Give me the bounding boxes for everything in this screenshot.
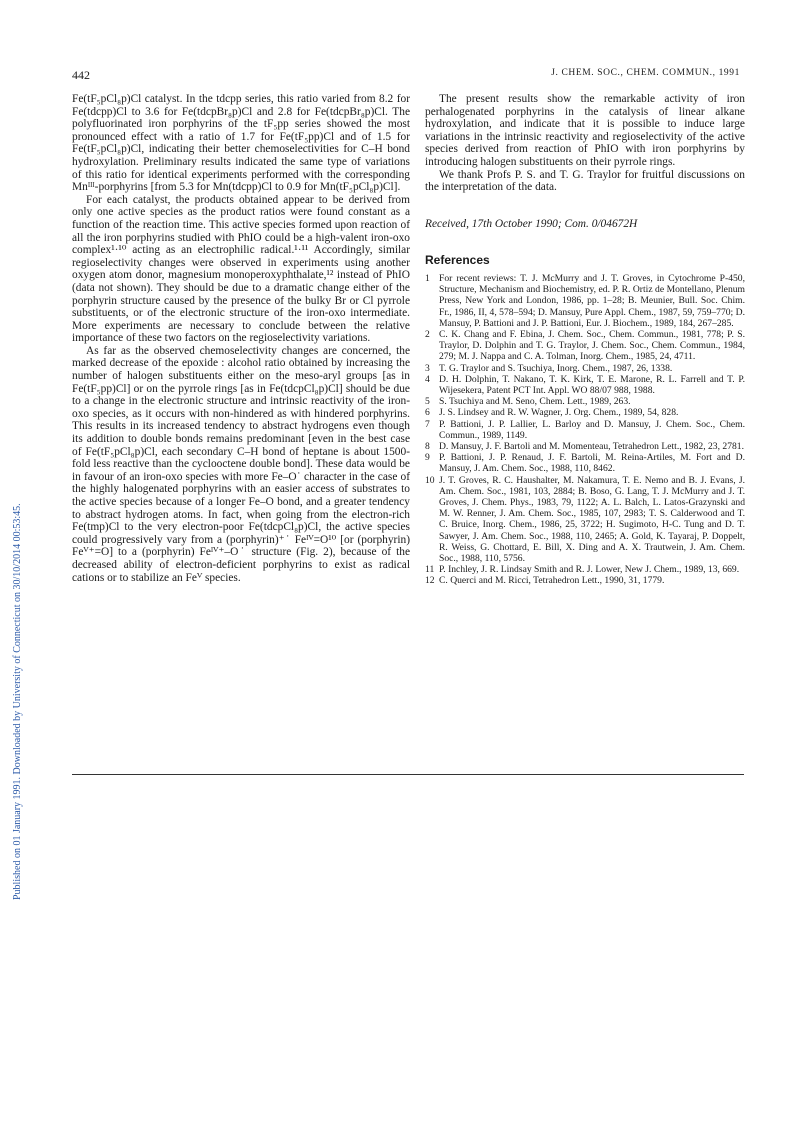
left-column <box>72 93 410 584</box>
reference-number: 11 <box>425 564 435 576</box>
reference-item <box>425 374 745 396</box>
reference-text: P. Inchley, J. R. Lindsay Smith and R. J. Lower, New J. Chem., 1989, 13, 669. <box>439 564 740 576</box>
reference-number: 8 <box>425 440 430 452</box>
right-column <box>425 93 745 587</box>
reference-number: 10 <box>425 474 435 486</box>
reference-item <box>425 273 745 329</box>
reference-list <box>425 273 745 587</box>
reference-item <box>425 475 745 565</box>
reference-item <box>425 441 745 452</box>
reference-text: P. Battioni, J. P. Lallier, L. Barloy and D. Mansuy, J. Chem. Soc., Chem. Commun., 1989, 1149. <box>439 418 745 441</box>
reference-item <box>425 419 745 441</box>
reference-number: 5 <box>425 396 430 408</box>
body-paragraph: For each catalyst, the products obtained appear to be derived from only one active species as the product ratios were found constant as a function of the reaction time. This active species formed upon reaction of all the iron porphyrins studied with PhIO could be a high-valent iron-oxo complex¹·¹⁰ acting as an electrophilic radical.¹·¹¹ Accordingly, similar regioselectivity changes were observed in experiments using another oxygen atom donor, magnesium monoperoxyphthalate,¹² instead of PhIO (data not shown). They should be due to a dramatic change either of the porphyrin structure caused by the presence of the bulky Br or Cl pyrrole substituents, or of the electronic structure of the iron-oxo intermediate. More experiments are necessary to conclude between the relative importance of these two factors on the regioselectivity variations. <box>72 193 410 345</box>
acknowledgement-paragraph: We thank Profs P. S. and T. G. Traylor for fruitful discussions on the interpretation of the data. <box>425 168 745 194</box>
journal-running-head: J. CHEM. SOC., CHEM. COMMUN., 1991 <box>551 68 740 78</box>
reference-text: C. Querci and M. Ricci, Tetrahedron Lett., 1990, 31, 1779. <box>439 575 665 587</box>
body-paragraph: Fe(tF₅pCl₈p)Cl catalyst. In the tdcpp series, this ratio varied from 8.2 for Fe(tdcpp)Cl to 3.6 for Fe(tdcpBr₈p)Cl and 2.8 for Fe(tdcpBr₈p)Cl. The polyfluorinated iron porphyrins of the tF₅pp series showed the most pronounced effect with a ratio of 1.7 for Fe(tF₅pp)Cl and of 1.5 for Fe(tF₅pCl₈p)Cl, indicating their better chemoselectivities for C–H bond hydroxylation. Preliminary results indicated the same type of variations of this ratio for identical experiments performed with the corresponding Mnᴵᴵᴵ-porphyrins [from 5.3 for Mn(tdcpp)Cl to 0.9 for Mn(tF₅pCl₈p)Cl]. <box>72 93 410 194</box>
reference-text: S. Tsuchiya and M. Seno, Chem. Lett., 1989, 263. <box>439 396 631 408</box>
conclusion-paragraph: The present results show the remarkable activity of iron perhalogenated porphyrins in the catalysis of linear alkane hydroxylation, and indicate that it is possible to induce large variations in the intrinsic reactivity and regioselectivity of the active species derived from reaction of PhIO with iron porphyrins by introducing halogen substituents on their pyrrole rings. <box>425 93 745 168</box>
reference-item <box>425 363 745 374</box>
reference-number: 4 <box>425 373 430 385</box>
reference-text: J. S. Lindsey and R. W. Wagner, J. Org. Chem., 1989, 54, 828. <box>439 407 679 419</box>
reference-item <box>425 564 745 575</box>
reference-number: 2 <box>425 328 430 340</box>
reference-text: D. H. Dolphin, T. Nakano, T. K. Kirk, T. E. Marone, R. L. Farrell and T. P. Wijesekera, Patent PCT Int. Appl. WO 88/07 988, 1988. <box>439 373 745 396</box>
reference-text: D. Mansuy, J. F. Bartoli and M. Momenteau, Tetrahedron Lett., 1982, 23, 2781. <box>439 440 744 452</box>
received-date: Received, 17th October 1990; Com. 0/04672H <box>425 217 638 230</box>
references-heading: References <box>425 253 490 268</box>
reference-number: 6 <box>425 407 430 419</box>
reference-item <box>425 575 745 586</box>
reference-text: C. K. Chang and F. Ebina, J. Chem. Soc., Chem. Commun., 1981, 778; P. S. Traylor, D. Dolphin and T. G. Traylor, J. Chem. Soc., Chem. Commun., 1984, 279; M. J. Nappa and C. A. Tolman, Inorg. Chem., 1985, 24, 4711. <box>439 328 745 363</box>
page-number: 442 <box>72 68 90 82</box>
download-watermark-text: Published on 01 January 1991. Downloaded by University of Connecticut on 30/10/2014 00:53:45. <box>12 503 23 900</box>
reference-text: P. Battioni, J. P. Renaud, J. F. Bartoli, M. Reina-Artiles, M. Fort and D. Mansuy, J. Am. Chem. Soc., 1988, 110, 8462. <box>439 452 745 475</box>
reference-text: T. G. Traylor and S. Tsuchiya, Inorg. Chem., 1987, 26, 1338. <box>439 362 673 374</box>
body-paragraph: As far as the observed chemoselectivity changes are concerned, the marked decrease of the epoxide : alcohol ratio obtained by increasing the number of halogen substituents either on the meso-aryl groups [as in Fe(tF₅pp)Cl] or on the pyrrole rings [as in Fe(tdcpCl₈p)Cl] should be due to a change in the electronic structure and intrinsic reactivity of the iron-oxo species, as it occurs with non-hindered as with hindered porphyrins. This results in its increased tendency to abstract hydrogens even though its addition to double bonds remains predominant [even in the best case of Fe(tF₅pCl₈p)Cl, each secondary C–H bond of heptane is about 1500-fold less reactive than the cyclooctene double bond]. These data would be in favour of an iron-oxo species with more Fe–O˙ character in the case of the highly halogenated porphyrins with an easier access of substrates to the active species because of a longer Fe–O bond, and a greater tendency to abstract hydrogen atoms. In fact, when going from the electron-rich Fe(tmp)Cl to the very electron-poor Fe(tdcpCl₈p)Cl, the active species could progressively vary from a (porphyrin)⁺˙ Feᴵⱽ=O¹⁰ [or (porphyrin) Feⱽ⁺=O] to a (porphyrin) Feᴵⱽ⁺–O˙ structure (Fig. 2), because of the decreased ability of electron-deficient porphyrins to exist as radical cations or to stabilize an Feⱽ species. <box>72 344 410 584</box>
reference-number: 7 <box>425 418 430 430</box>
download-watermark <box>2 180 22 900</box>
footer-divider <box>72 774 744 775</box>
reference-number: 12 <box>425 575 435 587</box>
reference-item <box>425 396 745 407</box>
reference-number: 9 <box>425 452 430 464</box>
reference-item <box>425 407 745 418</box>
reference-item <box>425 329 745 363</box>
reference-text: For recent reviews: T. J. McMurry and J. T. Groves, in Cytochrome P-450, Structure, Mechanism and Biochemistry, ed. P. R. Ortiz de Montellano, Plenum Press, New York and London, 1986, pp. 1–28; B. Meunier, Bull. Soc. Chim. Fr., 1986, II, 4, 578–594; D. Mansuy, Pure Appl. Chem., 1987, 59, 759–770; D. Mansuy, P. Battioni and J. P. Battioni, Eur. J. Biochem., 1989, 184, 267–285. <box>439 272 745 329</box>
reference-text: J. T. Groves, R. C. Haushalter, M. Nakamura, T. E. Nemo and B. J. Evans, J. Am. Chem. Soc., 1981, 103, 2884; B. Boso, G. Lang, T. J. McMurry and J. T. Groves, J. Chem. Phys., 1983, 79, 1122; A. L. Balch, L. Latos-Grazynski and M. W. Renner, J. Am. Chem. Soc., 1985, 107, 2983; T. S. Calderwood and T. C. Bruice, Inorg. Chem., 1986, 25, 3722; H. Sugimoto, H-C. Tung and D. T. Sawyer, J. Am. Chem. Soc., 1988, 110, 2465; A. Gold, K. Tayaraj, P. Doppelt, R. Weiss, G. Chottard, E. Bill, X. Ding and A. X. Trautwein, J. Am. Chem. Soc., 1988, 110, 5756. <box>439 474 745 565</box>
reference-number: 3 <box>425 362 430 374</box>
reference-number: 1 <box>425 272 430 284</box>
reference-item <box>425 452 745 474</box>
